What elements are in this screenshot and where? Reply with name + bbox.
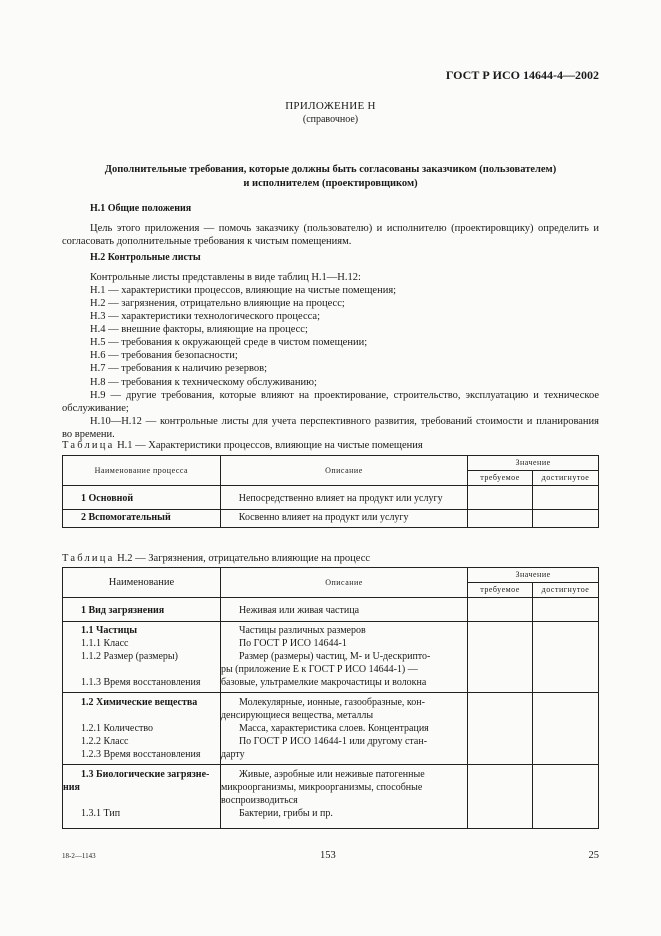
table2-row-names bbox=[63, 693, 221, 765]
list-item: Н.7 — требования к наличию резервов; bbox=[90, 363, 268, 375]
table-row bbox=[63, 598, 599, 622]
table1-row-desc: Непосредственно влияет на продукт или услугу bbox=[220, 486, 467, 510]
table2-caption-text: Н.2 — Загрязнения, отрицательно влияющие на процесс bbox=[114, 553, 371, 564]
main-title-line1: Дополнительные требования, которые должны быть согласованы заказчиком (пользователем) bbox=[104, 164, 557, 175]
table1-cell-achieved bbox=[533, 510, 599, 528]
table1-row-desc: Косвенно влияет на продукт или услугу bbox=[220, 510, 467, 528]
table2-name-line: 1.3 Биологические загрязне- bbox=[81, 769, 210, 780]
table2-row-desc: Неживая или живая частица bbox=[220, 598, 467, 622]
table-row bbox=[63, 693, 599, 765]
table2-desc-line: воспроизводиться bbox=[220, 795, 298, 806]
table2-name-line: 1.2.2 Класс bbox=[81, 736, 129, 747]
annex-subtitle: (справочное) bbox=[302, 114, 359, 125]
table2-caption-prefix: Таблица bbox=[62, 553, 115, 564]
table1-caption-text: Н.1 — Характеристики процессов, влияющие на чистые помещения bbox=[114, 440, 423, 451]
section-general-heading: Н.1 Общие положения bbox=[90, 203, 192, 214]
table1-col-value: Значение bbox=[468, 456, 599, 471]
table2-cell-achieved bbox=[533, 693, 599, 765]
table1-col-desc: Описание bbox=[220, 456, 467, 486]
main-title bbox=[62, 163, 599, 191]
table2-name-line: 1.1.3 Время восстановления bbox=[81, 677, 201, 688]
table1-cell-required bbox=[468, 510, 533, 528]
section-checklists-heading: Н.2 Контрольные листы bbox=[90, 252, 201, 263]
list-item: Н.9 — другие требования, которые влияют на проектирование, строительство, эксплуатацию и техническое обслуживание; bbox=[62, 389, 599, 414]
table2-desc-line: ры (приложение Е к ГОСТ Р ИСО 14644-1) — bbox=[220, 664, 418, 675]
table2-desc-line: Размер (размеры) частиц, М- и U-дескрипто- bbox=[238, 651, 431, 662]
table-row bbox=[63, 486, 599, 510]
list-item: Н.3 — характеристики технологического процесса; bbox=[90, 310, 320, 322]
table1 bbox=[62, 455, 599, 528]
table2-name-line bbox=[81, 795, 216, 808]
table2-name-line bbox=[81, 664, 216, 677]
table2-name-line: 1.1 Частицы bbox=[81, 625, 138, 636]
table2-desc-line: базовые, ультрамелкие макрочастицы и волокна bbox=[220, 677, 427, 688]
table1-col-required: требуемое bbox=[468, 471, 533, 486]
table2-name-line: 1.2.3 Время восстановления bbox=[81, 749, 201, 760]
table2-row-desc bbox=[220, 765, 467, 829]
table2-desc-line: дарту bbox=[220, 749, 245, 760]
footer-page-number: 25 bbox=[588, 850, 599, 861]
footer-print-code: 18-2—1143 bbox=[62, 852, 96, 860]
table-row bbox=[63, 510, 599, 528]
list-item: Н.6 — требования безопасности; bbox=[90, 350, 238, 362]
annex-title: ПРИЛОЖЕНИЕ Н bbox=[285, 100, 376, 112]
table2-desc-line: Молекулярные, ионные, газообразные, кон- bbox=[238, 697, 425, 708]
table2-caption bbox=[62, 552, 370, 565]
table2-name-line: ния bbox=[63, 782, 80, 793]
table2-cell-achieved bbox=[533, 622, 599, 693]
table2-col-value: Значение bbox=[468, 568, 599, 583]
table1-cell-achieved bbox=[533, 486, 599, 510]
section-general bbox=[62, 203, 599, 248]
table1-row-name: 1 Основной bbox=[63, 486, 221, 510]
list-item: Н.8 — требования к техническому обслуживанию; bbox=[90, 376, 317, 388]
table2-cell-achieved bbox=[533, 598, 599, 622]
table2-desc-line: Бактерии, грибы и пр. bbox=[238, 808, 333, 819]
standard-number: ГОСТ Р ИСО 14644-4—2002 bbox=[445, 68, 599, 82]
table2-row-name: 1 Вид загрязнения bbox=[63, 598, 221, 622]
table2-desc-line: Масса, характеристика слоев. Концентрация bbox=[238, 723, 429, 734]
list-item: Н.4 — внешние факторы, влияющие на процесс; bbox=[90, 324, 308, 335]
table2-cell-achieved bbox=[533, 765, 599, 829]
table2-name-line: 1.1.2 Размер (размеры) bbox=[81, 651, 178, 662]
table2-name-line: 1.1.1 Класс bbox=[81, 638, 129, 649]
table2-desc-line: Живые, аэробные или неживые патогенные bbox=[238, 769, 425, 780]
list-item: Н.1 — характеристики процессов, влияющие на чистые помещения; bbox=[90, 284, 397, 296]
table1-cell-required bbox=[468, 486, 533, 510]
table2-desc-line: По ГОСТ Р ИСО 14644-1 или другому стан- bbox=[238, 736, 428, 747]
table2-desc-line: денсирующиеся вещества, металлы bbox=[220, 710, 374, 721]
table2-cell-required bbox=[468, 765, 533, 829]
table2-row-desc bbox=[220, 622, 467, 693]
main-title-line2: и исполнителем (проектировщиком) bbox=[243, 178, 418, 190]
table-row bbox=[63, 622, 599, 693]
table2-col-name: Наименование bbox=[63, 568, 221, 598]
checklists-intro: Контрольные листы представлены в виде таблиц Н.1—Н.12: bbox=[90, 271, 361, 283]
table2-desc-line: микроорганизмы, микроорганизмы, способные bbox=[220, 782, 423, 793]
table1-row-name: 2 Вспомогательный bbox=[63, 510, 221, 528]
table2-row-names bbox=[63, 622, 221, 693]
footer-page-center: 153 bbox=[320, 850, 336, 861]
table2-cell-required bbox=[468, 622, 533, 693]
table2-col-desc: Описание bbox=[220, 568, 467, 598]
table2-name-line: 1.2 Химические вещества bbox=[81, 697, 198, 708]
table1-col-achieved: достигнутое bbox=[533, 471, 599, 486]
table2-name-line: 1.3.1 Тип bbox=[81, 808, 121, 819]
list-item: Н.5 — требования к окружающей среде в чистом помещении; bbox=[90, 337, 368, 349]
table2-cell-required bbox=[468, 693, 533, 765]
table2-desc-line: По ГОСТ Р ИСО 14644-1 bbox=[238, 638, 347, 649]
list-item: Н.2 — загрязнения, отрицательно влияющие на процесс; bbox=[90, 297, 345, 309]
table2-name-line bbox=[81, 710, 216, 723]
table2 bbox=[62, 567, 599, 829]
table2-col-achieved: достигнутое bbox=[533, 583, 599, 598]
table2-col-required: требуемое bbox=[468, 583, 533, 598]
table2-desc-line: Частицы различных размеров bbox=[238, 625, 366, 636]
section-checklists bbox=[62, 252, 599, 441]
table1-col-name: Наименование процесса bbox=[63, 456, 221, 486]
table2-cell-required bbox=[468, 598, 533, 622]
table2-name-line: 1.2.1 Количество bbox=[81, 723, 154, 734]
section-general-text: Цель этого приложения — помочь заказчику (пользователю) и исполнителю (проектировщику) определить и согласовать дополнительные требования к чистым помещениям. bbox=[62, 222, 599, 247]
table2-row-desc bbox=[220, 693, 467, 765]
table-row bbox=[63, 765, 599, 829]
table1-caption bbox=[62, 439, 423, 452]
table2-row-names bbox=[63, 765, 221, 829]
table1-caption-prefix: Таблица bbox=[62, 440, 115, 451]
list-item: Н.10—Н.12 — контрольные листы для учета перспективного развития, требований стоимости и планирования во времени. bbox=[62, 415, 599, 440]
